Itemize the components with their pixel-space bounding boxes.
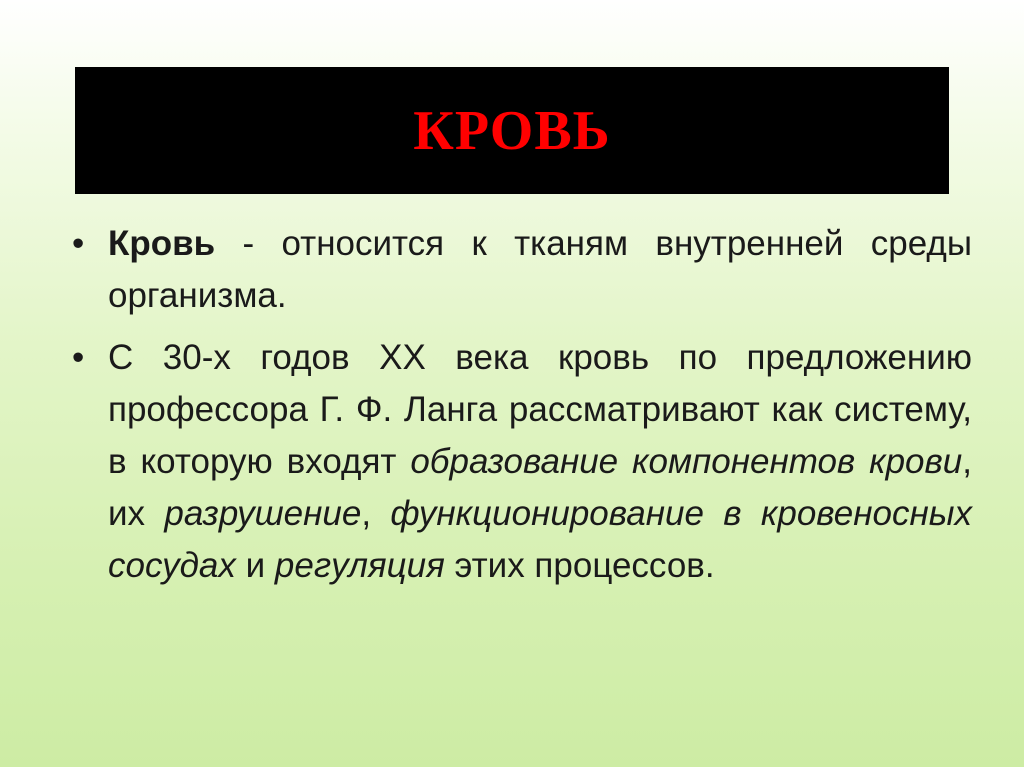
italic-term-regulation: регуляция [274,546,445,585]
bullet-text: и [235,546,275,585]
term-blood: Кровь [108,224,216,263]
bullet-item-blood-system [72,332,972,592]
bullet-text: С 30-х годов XX века кровь по предложению профессора Г. Ф. Ланга рассматривают как систему, в которую входят [108,338,972,481]
bullet-text: этих процессов. [444,546,715,585]
bullet-marker: • [72,224,85,263]
italic-term-destruction: разрушение [164,494,362,533]
title-bar [75,67,949,194]
bullet-text: , [361,494,391,533]
bullet-marker: • [72,338,85,377]
slide-title: КРОВЬ [413,99,611,162]
bullet-list [72,218,972,592]
bullet-text: - относится к тканям внутренней среды организма. [108,224,972,315]
bullet-item-blood-definition [72,218,972,322]
italic-term-formation: образование компонентов крови [410,442,963,481]
bullet-text: , их [108,442,972,533]
italic-term-functioning: функционирование в кровеносных сосудах [108,494,973,585]
